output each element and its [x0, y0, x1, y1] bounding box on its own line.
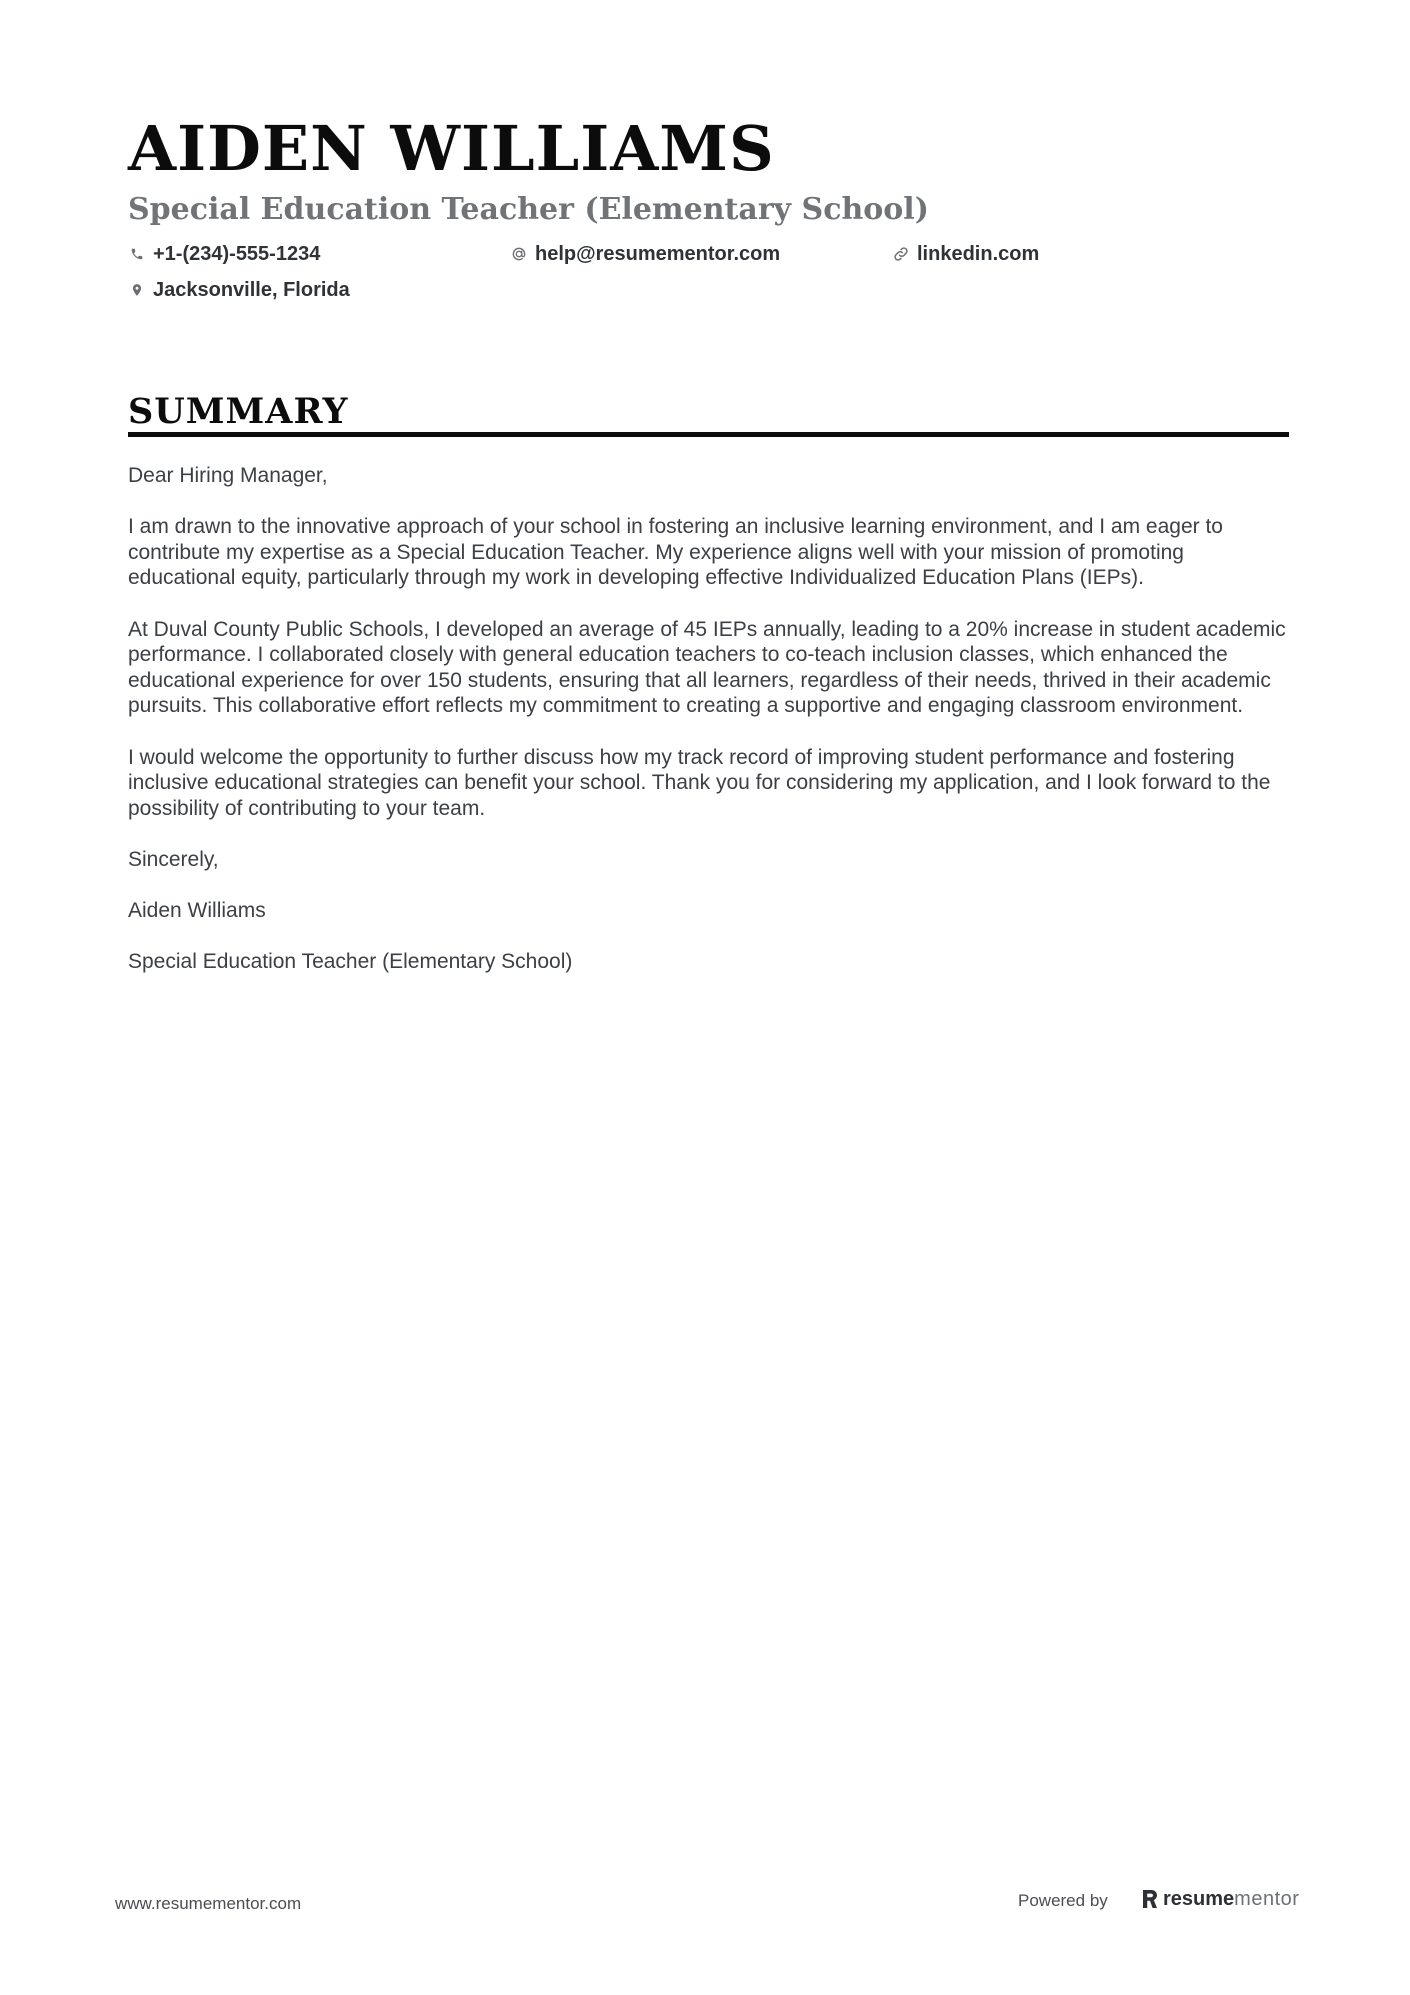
- letter-paragraph: I am drawn to the innovative approach of your school in fostering an inclusive learning environment, and I am eager to contribute my expertise as a Special Education Teacher. My experience aligns well with your mission of promoting educational equity, particularly through my work in developing effective Individualized Education Plans (IEPs).: [128, 515, 1223, 590]
- footer-website[interactable]: www.resumementor.com: [115, 1894, 302, 1913]
- letter-body: [128, 463, 1292, 1000]
- brand-logo[interactable]: [1141, 1886, 1299, 1912]
- link-icon: [892, 245, 910, 263]
- contact-link: [892, 241, 1039, 267]
- brand-mark-icon: [1141, 1888, 1159, 1910]
- candidate-name: AIDEN WILLIAMS: [128, 112, 775, 185]
- phone-text: +1-(234)-555-1234: [153, 243, 321, 265]
- link-text[interactable]: linkedin.com: [917, 243, 1040, 265]
- candidate-title: Special Education Teacher (Elementary School): [128, 192, 929, 227]
- email-text[interactable]: help@resumementor.com: [535, 243, 781, 265]
- phone-icon: [128, 245, 146, 263]
- signature-name: Aiden Williams: [128, 899, 266, 923]
- brand-name-bold: resume: [1163, 1888, 1235, 1910]
- signature-title: Special Education Teacher (Elementary School): [128, 950, 573, 974]
- location-pin-icon: [128, 281, 146, 299]
- section-divider: [128, 432, 1289, 437]
- closing: Sincerely,: [128, 847, 219, 871]
- salutation: Dear Hiring Manager,: [128, 464, 328, 487]
- contact-email: [510, 241, 780, 267]
- letter-paragraph: At Duval County Public Schools, I developed an average of 45 IEPs annually, leading to a 20% increase in student academic performance. I collaborated closely with general education teachers to co-teach inclusion classes, which enhanced the educational experience for over 150 students, ensuring that all learners, regardless of their needs, thrived in their academic pursuits. This collaborative effort reflects my commitment to creating a supportive and engaging classroom environment.: [128, 617, 1286, 718]
- summary-heading: SUMMARY: [128, 391, 349, 432]
- location-text: Jacksonville, Florida: [153, 279, 350, 301]
- contact-location: [128, 277, 350, 303]
- contact-phone: [128, 241, 320, 267]
- letter-paragraph: I would welcome the opportunity to further discuss how my track record of improving student performance and fostering inclusive educational strategies can benefit your school. Thank you for considering my application, and I look forward to the possibility of contributing to your team.: [128, 745, 1271, 820]
- brand-name-light: mentor: [1234, 1888, 1300, 1910]
- at-icon: [510, 245, 528, 263]
- powered-by-label: Powered by: [1018, 1891, 1108, 1910]
